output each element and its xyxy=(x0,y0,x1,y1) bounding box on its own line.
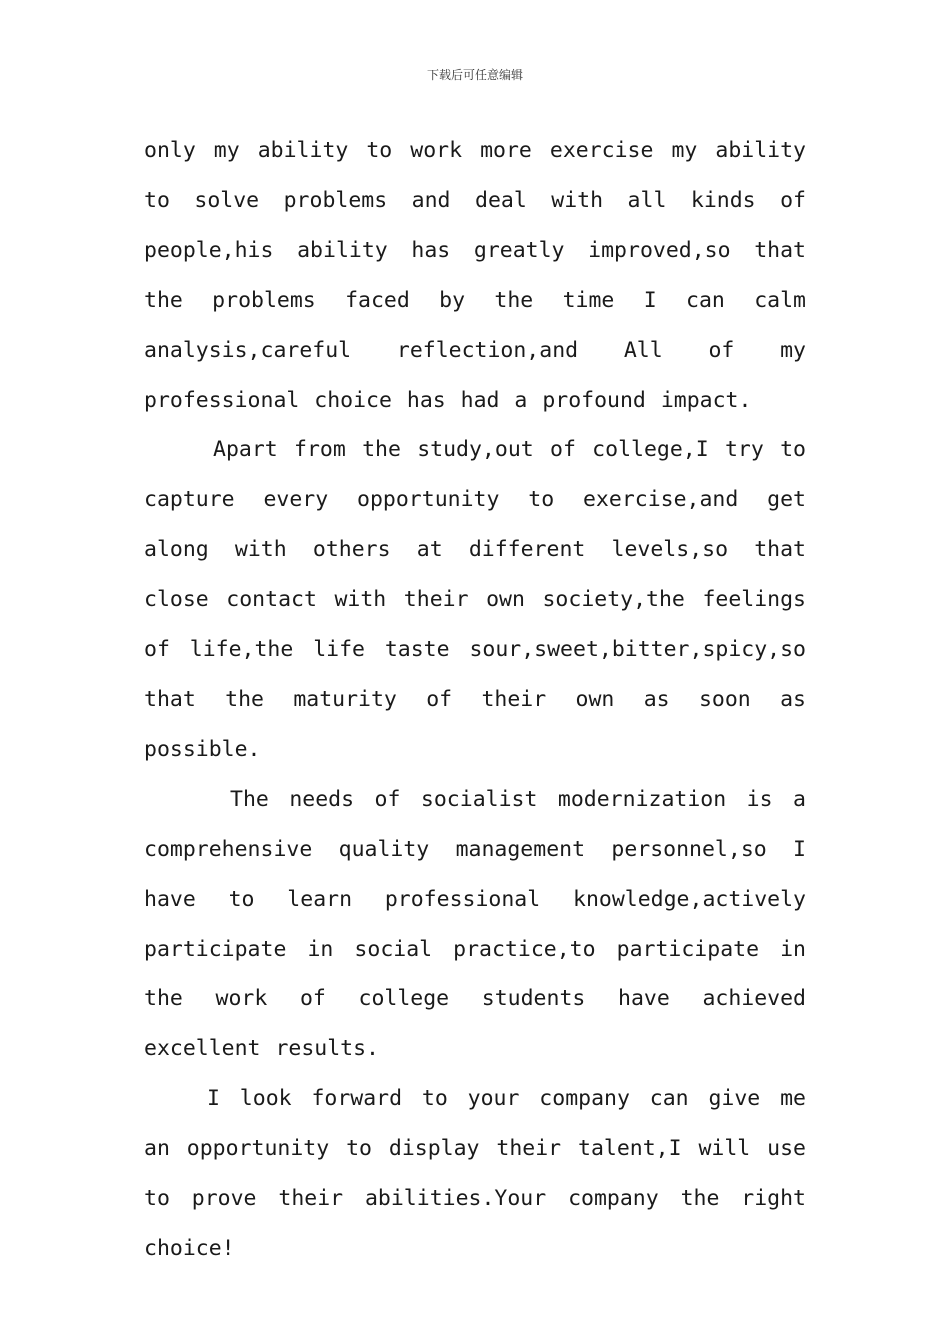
page-header-note: 下载后可任意编辑 xyxy=(426,68,523,82)
document-body xyxy=(144,126,806,1274)
paragraph-continuation: only my ability to work more exercise my ability to solve problems and deal with all kinds of people,his ability has greatly improved,so that the problems faced by the time I can calm analysis,careful reflection,and All of my professional choice has had a profound impact. xyxy=(144,138,806,413)
paragraph-closing: I look forward to your company can give me an opportunity to display their talent,I will use to prove their abilities.Your company the right choice! xyxy=(144,1086,806,1261)
paragraph-modernization: The needs of socialist modernization is a comprehensive quality management personnel,so I have to learn professional knowledge,actively participate in social practice,to participate in the work of college students have achieved excellent results. xyxy=(144,786,806,1062)
paragraph-activities: Apart from the study,out of college,I try to capture every opportunity to exercise,and get along with others at different levels,so that close contact with their own society,the feelings of life,the life taste sour,sweet,bitter,spicy,so that the maturity of their own as soon as possible. xyxy=(144,437,806,762)
